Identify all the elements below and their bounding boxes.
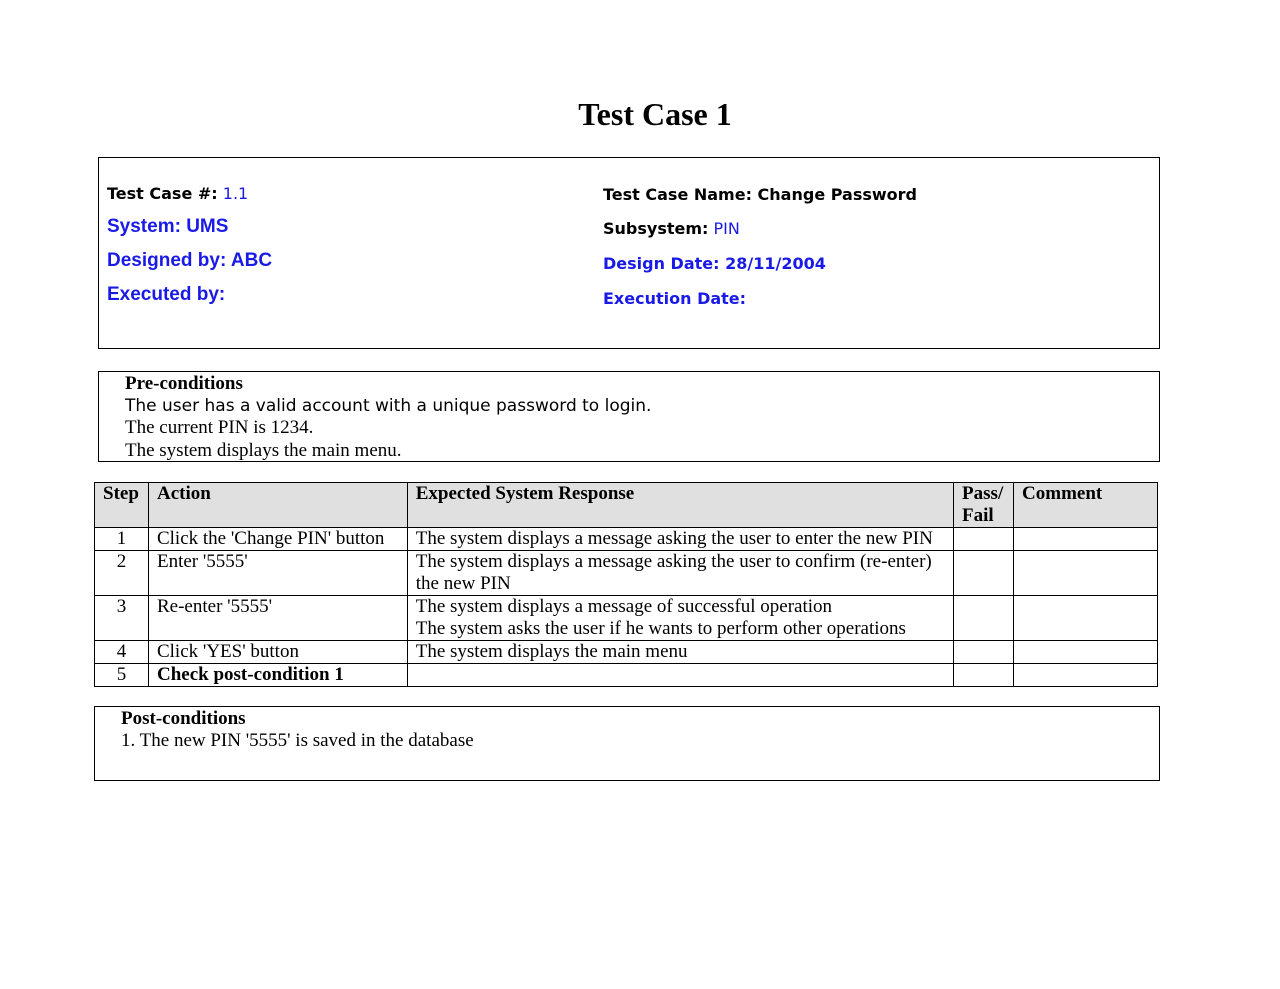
step-number: 3 bbox=[95, 596, 149, 641]
table-row bbox=[95, 596, 1158, 641]
subsystem-label: Subsystem: bbox=[603, 219, 709, 238]
precondition-line: The user has a valid account with a unique password to login. bbox=[125, 396, 652, 416]
step-response-line: The system displays a message of successful operation bbox=[415, 596, 833, 617]
table-row bbox=[95, 664, 1158, 687]
step-pass-fail bbox=[954, 528, 1014, 551]
header-pass-fail: Pass/ Fail bbox=[954, 483, 1014, 528]
precondition-line: The system displays the main menu. bbox=[125, 440, 402, 461]
step-action: Re-enter '5555' bbox=[148, 596, 407, 641]
step-response: The system displays the main menu bbox=[407, 641, 953, 664]
step-comment bbox=[1014, 528, 1158, 551]
step-number: 2 bbox=[95, 551, 149, 596]
test-case-number-label: Test Case #: bbox=[107, 184, 218, 203]
postconditions-box bbox=[94, 706, 1160, 781]
execution-date-field: Execution Date: bbox=[603, 289, 747, 308]
header-expected-response: Expected System Response bbox=[407, 483, 953, 528]
table-row bbox=[95, 641, 1158, 664]
header-comment: Comment bbox=[1014, 483, 1158, 528]
step-action: Click 'YES' button bbox=[148, 641, 407, 664]
table-row bbox=[95, 551, 1158, 596]
test-case-info-box bbox=[98, 157, 1160, 349]
precondition-line: The current PIN is 1234. bbox=[125, 417, 314, 438]
step-pass-fail bbox=[954, 664, 1014, 687]
page-title: Test Case 1 bbox=[578, 96, 732, 132]
design-date-field: Design Date: 28/11/2004 bbox=[603, 254, 826, 273]
step-action: Click the 'Change PIN' button bbox=[148, 528, 407, 551]
preconditions-box bbox=[98, 371, 1160, 462]
step-response: The system displays a message asking the user to confirm (re-enter) the new PIN bbox=[407, 551, 953, 596]
preconditions-heading: Pre-conditions bbox=[125, 373, 243, 394]
postcondition-item: 1. The new PIN '5555' is saved in the database bbox=[121, 730, 474, 751]
steps-table-header-row bbox=[95, 483, 1158, 528]
step-number: 4 bbox=[95, 641, 149, 664]
step-response bbox=[407, 664, 953, 687]
step-response bbox=[407, 596, 953, 641]
step-pass-fail bbox=[954, 596, 1014, 641]
designed-by-field: Designed by: ABC bbox=[107, 250, 273, 271]
step-action: Enter '5555' bbox=[148, 551, 407, 596]
step-action: Check post-condition 1 bbox=[148, 664, 407, 687]
step-response-line: The system asks the user if he wants to perform other operations bbox=[415, 618, 906, 639]
test-case-number-value: 1.1 bbox=[222, 184, 249, 203]
header-step: Step bbox=[95, 483, 149, 528]
executed-by-field: Executed by: bbox=[107, 284, 226, 305]
step-response: The system displays a message asking the user to enter the new PIN bbox=[407, 528, 953, 551]
system-field: System: UMS bbox=[107, 216, 229, 237]
step-number: 1 bbox=[95, 528, 149, 551]
step-pass-fail bbox=[954, 551, 1014, 596]
postconditions-heading: Post-conditions bbox=[121, 708, 246, 729]
steps-table bbox=[94, 482, 1158, 687]
step-comment bbox=[1014, 641, 1158, 664]
header-action: Action bbox=[148, 483, 407, 528]
test-case-number bbox=[107, 184, 248, 203]
step-comment bbox=[1014, 596, 1158, 641]
step-number: 5 bbox=[95, 664, 149, 687]
test-case-name-field: Test Case Name: Change Password bbox=[603, 185, 917, 204]
subsystem-field bbox=[603, 219, 740, 238]
step-pass-fail bbox=[954, 641, 1014, 664]
table-row bbox=[95, 528, 1158, 551]
subsystem-value: PIN bbox=[713, 219, 740, 238]
step-comment bbox=[1014, 551, 1158, 596]
step-comment bbox=[1014, 664, 1158, 687]
